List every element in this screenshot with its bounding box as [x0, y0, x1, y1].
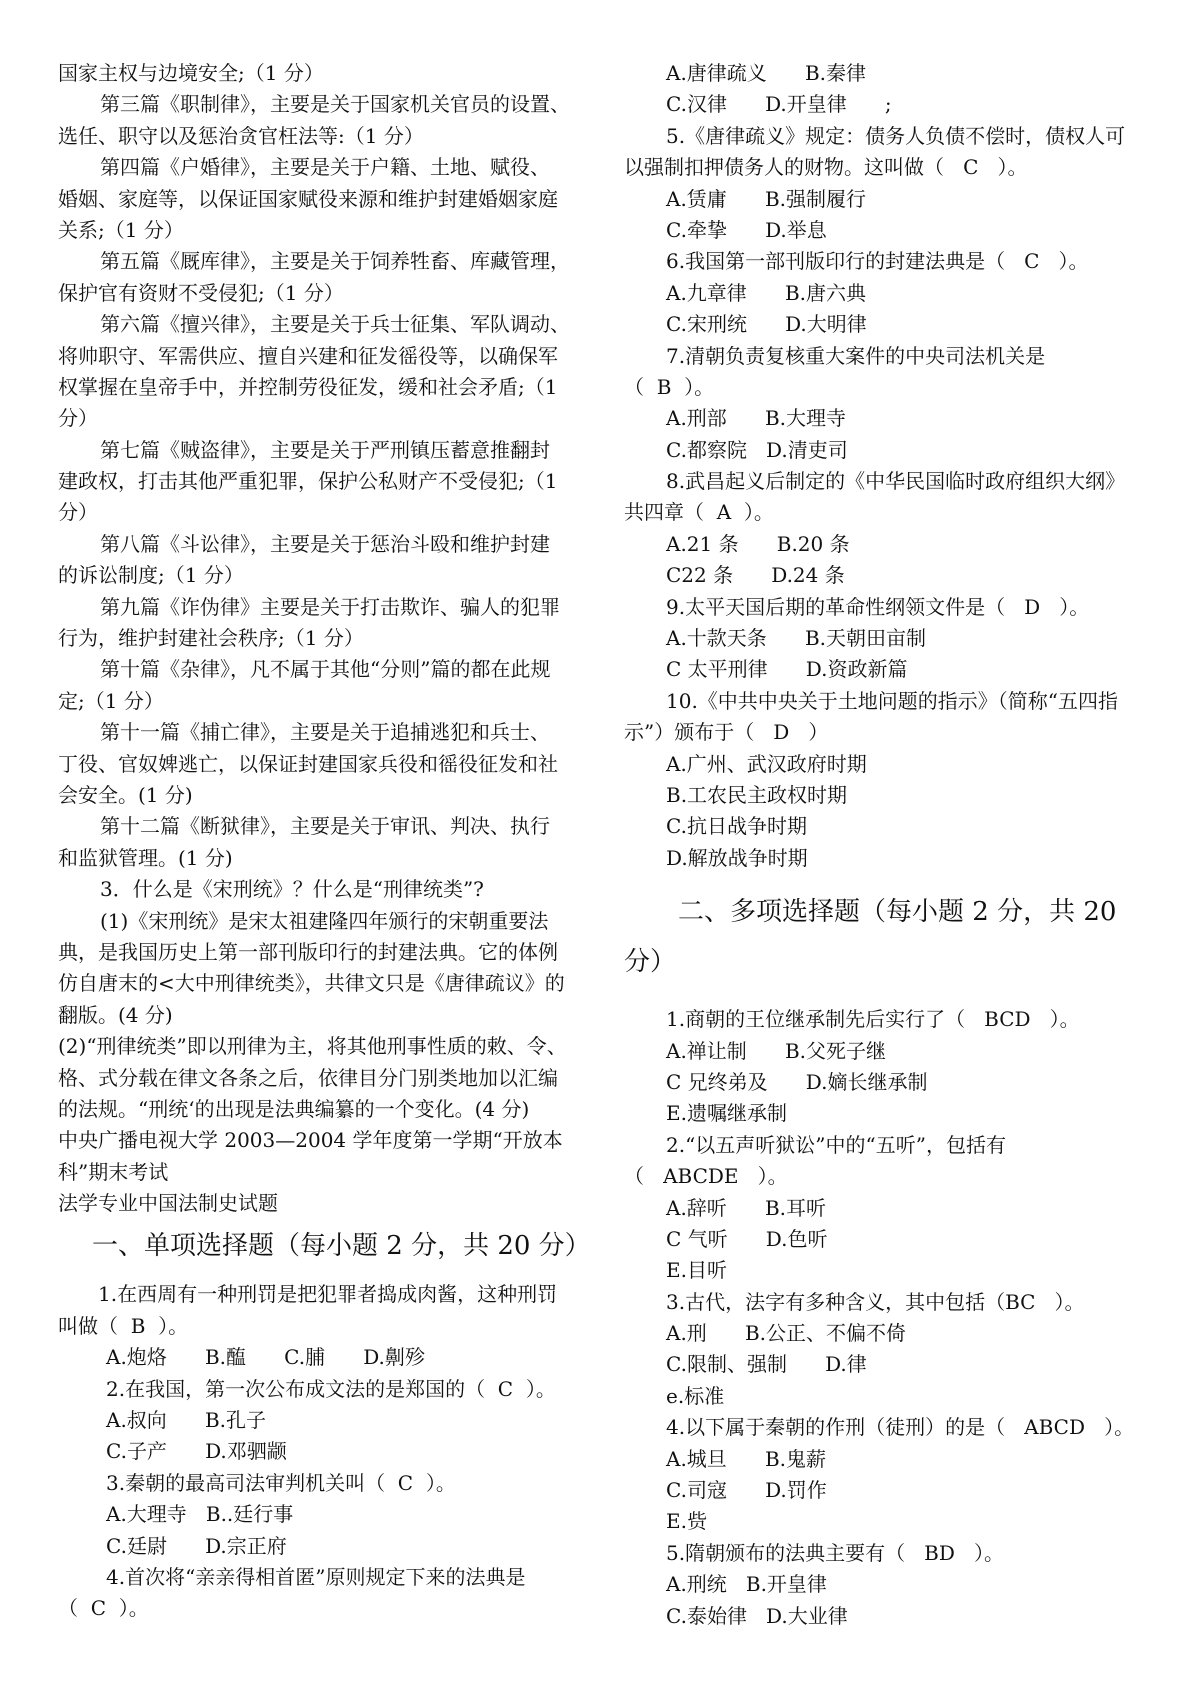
text-line: 4.以下属于秦朝的作刑（徒刑）的是（ ABCD ）。 [666, 1415, 1135, 1440]
text-line: 仿自唐末的<大中刑律统类》，共律文只是《唐律疏议》的 [58, 971, 565, 996]
section-heading: 分） [624, 947, 677, 978]
text-line: B.工农民主政权时期 [666, 782, 848, 807]
text-line: e.标准 [666, 1383, 725, 1408]
text-line: （ C ）。 [58, 1596, 149, 1621]
text-line: 第十二篇《断狱律》，主要是关于审讯、判决、执行 [100, 814, 550, 839]
text-line: A.辞听 B.耳听 [666, 1195, 826, 1220]
text-line: 4.首次将“亲亲得相首匿”原则规定下来的法典是 [106, 1564, 526, 1589]
text-line: C.宋刑统 D.大明律 [666, 312, 867, 337]
section-heading: 一、单项选择题（每小题 2 分，共 20 分） [92, 1231, 591, 1262]
text-line: C 气听 D.色听 [666, 1226, 828, 1251]
text-line: 丁役、官奴婢逃亡，以保证封建国家兵役和徭役征发和社 [58, 751, 558, 776]
text-line: (2)“刑律统类”即以刑律为主，将其他刑事性质的敕、令、 [58, 1034, 567, 1059]
text-line: 1.在西周有一种刑罚是把犯罪者捣成肉酱，这种刑罚 [98, 1282, 558, 1307]
text-line: 国家主权与边境安全;（1 分） [58, 61, 324, 85]
text-line: 第六篇《擅兴律》，主要是关于兵士征集、军队调动、 [100, 312, 570, 337]
text-line: 第七篇《贼盗律》，主要是关于严刑镇压蓄意推翻封 [100, 437, 550, 462]
text-line: A.九章律 B.唐六典 [666, 280, 866, 305]
text-line: C.都察院 D.清吏司 [666, 437, 848, 462]
text-line: C22 条 D.24 条 [666, 563, 845, 588]
text-line: 叫做（ B ）。 [58, 1313, 189, 1338]
text-line: 的法规。“刑统‘的出现是法典编纂的一个变化。(4 分) [58, 1096, 530, 1121]
text-line: 分） [58, 406, 98, 431]
text-line: A.城旦 B.鬼薪 [666, 1446, 826, 1471]
text-line: C.司寇 D.罚作 [666, 1478, 827, 1503]
text-line: A.大理寺 B..廷行事 [106, 1502, 294, 1527]
text-line: 第八篇《斗讼律》，主要是关于惩治斗殴和维护封建 [100, 531, 550, 556]
text-line: A.炮烙 B.醢 C.脯 D.劓殄 [106, 1345, 425, 1370]
text-line: C.限制、强制 D.律 [666, 1352, 867, 1377]
text-line: C.廷尉 D.宗正府 [106, 1533, 287, 1558]
text-line: 第十篇《杂律》，凡不属于其他“分则”篇的都在此规 [100, 657, 551, 682]
text-line: 行为，维护封建社会秩序;（1 分） [58, 626, 364, 651]
text-line: 定;（1 分） [58, 688, 164, 713]
text-line: 第五篇《厩库律》，主要是关于饲养牲畜、库藏管理， [100, 249, 570, 274]
text-line: 10.《中共中央关于土地问题的指示》（简称“五四指 [666, 688, 1119, 713]
text-line: C.牵挚 D.举息 [666, 217, 827, 242]
text-line: 2.“以五声听狱讼”中的“五听”，包括有 [666, 1132, 1006, 1157]
text-line: E.目听 [666, 1258, 727, 1283]
text-line: A.刑统 B.开皇律 [666, 1572, 827, 1597]
text-line: 第九篇《诈伪律》主要是关于打击欺诈、骗人的犯罪 [100, 594, 560, 619]
left-column [58, 58, 591, 1625]
text-line: 法学专业中国法制史试题 [58, 1191, 278, 1216]
text-line: A.禅让制 B.父死子继 [666, 1038, 886, 1063]
text-line: 第十一篇《捕亡律》，主要是关于追捕逃犯和兵士、 [100, 720, 550, 745]
text-line: 关系;（1 分） [58, 217, 184, 242]
text-line: E.赀 [666, 1509, 707, 1534]
text-line: A.广州、武汉政府时期 [666, 751, 867, 776]
text-line: 3.秦朝的最高司法审判机关叫（ C ）。 [106, 1470, 456, 1495]
text-line: A.唐律疏义 B.秦律 [666, 61, 866, 85]
section-heading: 二、多项选择题（每小题 2 分，共 20 [678, 897, 1117, 928]
text-line: 科”期末考试 [58, 1159, 169, 1184]
spacer [58, 1271, 578, 1279]
text-line: 6.我国第一部刊版印行的封建法典是（ C ）。 [666, 249, 1089, 274]
text-line: 和监狱管理。(1 分) [58, 845, 233, 870]
text-line: 8.武昌起义后制定的《中华民国临时政府组织大纲》 [666, 469, 1126, 494]
text-line: D.解放战争时期 [666, 845, 808, 870]
right-column [624, 58, 1144, 1632]
text-line: 婚姻、家庭等，以保证国家赋役来源和维护封建婚姻家庭 [58, 186, 558, 211]
text-line: 3.古代，法字有多种含义，其中包括（BC ）。 [666, 1289, 1085, 1314]
text-line: 保护官有资财不受侵犯;（1 分） [58, 280, 344, 305]
text-line: 9.太平天国后期的革命性纲领文件是（ D ）。 [666, 594, 1090, 619]
text-line: (1)《宋刑统》是宋太祖建隆四年颁行的宋朝重要法 [100, 908, 549, 933]
text-line: 5.《唐律疏义》规定：债务人负债不偿时，债权人可 [666, 123, 1126, 148]
text-line: E.遗嘱继承制 [666, 1101, 787, 1126]
text-line: 典，是我国历史上第一部刊版印行的封建法典。它的体例 [58, 939, 558, 964]
text-line: 3．什么是《宋刑统》？什么是“刑律统类”? [100, 877, 484, 902]
text-line: A.赁庸 B.强制履行 [666, 186, 866, 211]
text-line: 7.清朝负责复核重大案件的中央司法机关是 [666, 343, 1046, 368]
text-line: A.叔向 B.孔子 [106, 1408, 266, 1433]
text-line: 分） [58, 500, 98, 525]
text-line: 共四章（ A ）。 [624, 500, 774, 525]
text-line: 以强制扣押债务人的财物。这叫做（ C ）。 [624, 155, 1028, 180]
text-line: A.十款天条 B.天朝田亩制 [666, 626, 926, 651]
text-line: 权掌握在皇帝手中，并控制劳役征发，缓和社会矛盾;（1 [58, 374, 558, 399]
text-line: （ B ）。 [624, 374, 715, 399]
text-line: 2.在我国，第一次公布成文法的是郑国的（ C ）。 [106, 1376, 556, 1401]
text-line: C.抗日战争时期 [666, 814, 807, 839]
text-line: A.21 条 B.20 条 [666, 531, 850, 556]
text-line: A.刑 B.公正、不偏不倚 [666, 1321, 906, 1346]
text-line: C.汉律 D.开皇律 ; [666, 92, 892, 117]
text-line: 1.商朝的王位继承制先后实行了（ BCD ）。 [666, 1007, 1080, 1032]
text-line: （ ABCDE ）。 [624, 1164, 788, 1189]
text-line: 选任、职守以及惩治贪官枉法等:（1 分） [58, 123, 424, 148]
text-line: 将帅职守、军需供应、擅自兴建和征发徭役等，以确保军 [58, 343, 558, 368]
text-line: 建政权，打击其他严重犯罪，保护公私财产不受侵犯;（1 [58, 469, 558, 494]
text-line: C.泰始律 D.大业律 [666, 1603, 848, 1628]
text-line: C 兄终弟及 D.嫡长继承制 [666, 1069, 928, 1094]
text-line: A.刑部 B.大理寺 [666, 406, 846, 431]
text-line: 中央广播电视大学 2003—2004 学年度第一学期“开放本 [58, 1128, 563, 1153]
text-line: 5.隋朝颁布的法典主要有（ BD ）。 [666, 1540, 1004, 1565]
text-line: 第四篇《户婚律》，主要是关于户籍、土地、赋役、 [100, 155, 550, 180]
text-line: 示”）颁布于（ D ） [624, 720, 829, 745]
text-line: 格、式分载在律文各条之后，依律目分门别类地加以汇编 [58, 1065, 558, 1090]
text-line: 的诉讼制度;（1 分） [58, 563, 244, 588]
text-line: C 太平刑律 D.资政新篇 [666, 657, 908, 682]
text-line: 第三篇《职制律》，主要是关于国家机关官员的设置、 [100, 92, 570, 117]
text-line: 会安全。(1 分) [58, 782, 193, 807]
text-line: 翻版。(4 分) [58, 1002, 173, 1027]
text-line: C.子产 D.邓驷颛 [106, 1439, 287, 1464]
